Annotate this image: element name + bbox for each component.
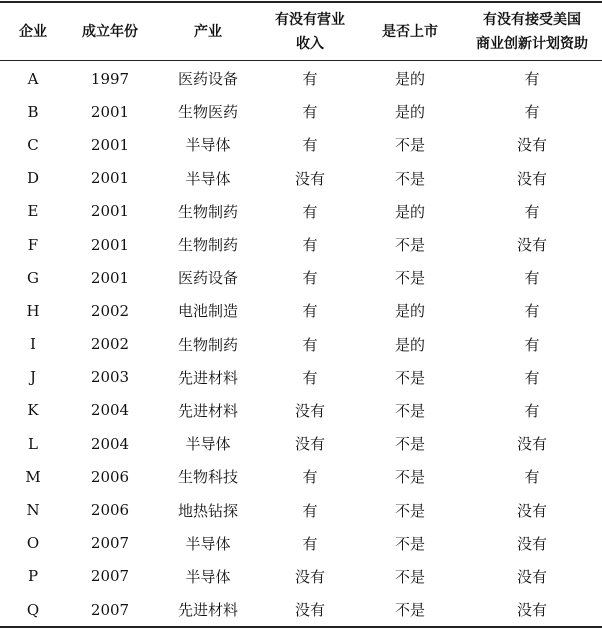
cell-funded: 有 <box>524 368 540 387</box>
cell-revenue: 没有 <box>294 601 325 620</box>
cell-listed: 不是 <box>394 401 425 420</box>
cell-revenue: 有 <box>302 136 318 155</box>
cell-funded: 有 <box>524 202 540 221</box>
table-row <box>0 228 602 261</box>
cell-company: C <box>27 135 39 154</box>
header-revenue-line-1: 有没有营业 <box>275 11 345 28</box>
cell-industry: 生物制药 <box>177 236 238 255</box>
cell-listed: 不是 <box>394 269 425 288</box>
company-table <box>0 3 602 626</box>
cell-funded: 没有 <box>516 435 547 454</box>
header-year: 成立年份 <box>82 23 138 40</box>
cell-company: I <box>30 335 36 354</box>
cell-funded: 有 <box>524 335 540 354</box>
cell-year: 2001 <box>90 169 130 188</box>
cell-listed: 不是 <box>394 169 425 188</box>
cell-revenue: 没有 <box>294 567 325 586</box>
table-row <box>0 294 602 327</box>
header-revenue <box>262 3 358 60</box>
header-funded <box>462 3 602 60</box>
cell-industry: 生物制药 <box>177 335 238 354</box>
cell-revenue: 有 <box>302 236 318 255</box>
table-row <box>0 427 602 460</box>
cell-company: Q <box>26 600 40 619</box>
cell-funded: 有 <box>524 269 540 288</box>
cell-industry: 地热钻探 <box>177 501 238 520</box>
cell-listed: 是的 <box>394 202 425 221</box>
cell-funded: 没有 <box>516 169 547 188</box>
cell-revenue: 有 <box>302 368 318 387</box>
cell-funded: 没有 <box>516 501 547 520</box>
table-header-row <box>0 3 602 60</box>
header-listed: 是否上市 <box>382 23 438 40</box>
table-row <box>0 60 602 95</box>
cell-listed: 不是 <box>394 435 425 454</box>
cell-company: L <box>28 434 38 453</box>
cell-company: B <box>27 102 39 121</box>
table-body <box>0 60 602 626</box>
cell-revenue: 有 <box>302 335 318 354</box>
cell-year: 2001 <box>90 268 130 287</box>
cell-listed: 不是 <box>394 501 425 520</box>
table-row <box>0 560 602 593</box>
header-funded-line-1: 有没有接受美国 <box>483 11 581 28</box>
cell-funded: 有 <box>524 302 540 321</box>
cell-year: 2002 <box>90 335 130 354</box>
cell-listed: 不是 <box>394 136 425 155</box>
cell-listed: 不是 <box>394 236 425 255</box>
cell-revenue: 没有 <box>294 169 325 188</box>
table-row <box>0 328 602 361</box>
cell-industry: 先进材料 <box>177 601 238 620</box>
table-row <box>0 593 602 626</box>
header-revenue-line-2: 收入 <box>296 35 324 52</box>
table-bottom-rule <box>0 626 602 628</box>
cell-listed: 不是 <box>394 534 425 553</box>
cell-company: H <box>26 301 40 320</box>
cell-funded: 有 <box>524 468 540 487</box>
cell-year: 2002 <box>90 301 130 320</box>
cell-industry: 医药设备 <box>177 269 238 288</box>
cell-year: 2006 <box>90 501 130 520</box>
cell-revenue: 有 <box>302 269 318 288</box>
cell-industry: 电池制造 <box>177 302 238 321</box>
cell-year: 2006 <box>90 467 130 486</box>
cell-year: 2004 <box>90 401 130 420</box>
cell-listed: 不是 <box>394 567 425 586</box>
cell-industry: 医药设备 <box>177 70 238 89</box>
table-row <box>0 195 602 228</box>
cell-year: 2007 <box>90 600 130 619</box>
cell-funded: 没有 <box>516 136 547 155</box>
cell-company: N <box>26 501 40 520</box>
header-funded-line-2: 商业创新计划资助 <box>476 35 588 52</box>
cell-revenue: 有 <box>302 501 318 520</box>
cell-year: 2003 <box>90 368 130 387</box>
cell-year: 2001 <box>90 102 130 121</box>
table-row <box>0 394 602 427</box>
cell-company: A <box>27 69 39 88</box>
cell-revenue: 没有 <box>294 435 325 454</box>
table-row <box>0 261 602 294</box>
cell-listed: 是的 <box>394 335 425 354</box>
table-row <box>0 162 602 195</box>
cell-year: 1997 <box>90 69 130 88</box>
cell-company: F <box>27 235 39 254</box>
cell-funded: 没有 <box>516 534 547 553</box>
cell-industry: 半导体 <box>185 169 231 188</box>
cell-industry: 半导体 <box>185 567 231 586</box>
cell-listed: 是的 <box>394 103 425 122</box>
cell-industry: 生物制药 <box>177 202 238 221</box>
cell-company: G <box>27 268 39 287</box>
cell-year: 2004 <box>90 434 130 453</box>
cell-funded: 没有 <box>516 567 547 586</box>
table-row <box>0 460 602 493</box>
cell-industry: 半导体 <box>185 136 231 155</box>
cell-revenue: 有 <box>302 468 318 487</box>
cell-company: O <box>26 534 40 553</box>
cell-company: M <box>25 467 41 486</box>
cell-industry: 生物科技 <box>177 468 238 487</box>
cell-year: 2007 <box>90 567 130 586</box>
cell-year: 2001 <box>90 235 130 254</box>
cell-funded: 没有 <box>516 236 547 255</box>
cell-revenue: 有 <box>302 70 318 89</box>
header-industry: 产业 <box>194 23 222 40</box>
table-row <box>0 527 602 560</box>
cell-revenue: 有 <box>302 103 318 122</box>
cell-funded: 有 <box>524 70 540 89</box>
cell-industry: 先进材料 <box>177 401 238 420</box>
cell-industry: 先进材料 <box>177 368 238 387</box>
table-row <box>0 361 602 394</box>
cell-year: 2001 <box>90 202 130 221</box>
cell-revenue: 有 <box>302 202 318 221</box>
cell-company: K <box>27 401 39 420</box>
cell-listed: 不是 <box>394 468 425 487</box>
header-company: 企业 <box>19 23 47 40</box>
table-row <box>0 128 602 161</box>
cell-company: E <box>27 202 39 221</box>
cell-year: 2007 <box>90 534 130 553</box>
cell-revenue: 有 <box>302 302 318 321</box>
cell-company: J <box>29 368 36 387</box>
cell-listed: 是的 <box>394 70 425 89</box>
cell-listed: 是的 <box>394 302 425 321</box>
cell-revenue: 有 <box>302 534 318 553</box>
cell-industry: 半导体 <box>185 435 231 454</box>
cell-funded: 有 <box>524 103 540 122</box>
cell-listed: 不是 <box>394 601 425 620</box>
cell-company: D <box>26 169 40 188</box>
cell-listed: 不是 <box>394 368 425 387</box>
cell-revenue: 没有 <box>294 401 325 420</box>
cell-company: P <box>27 567 39 586</box>
cell-funded: 没有 <box>516 601 547 620</box>
cell-funded: 有 <box>524 401 540 420</box>
cell-year: 2001 <box>90 135 130 154</box>
cell-industry: 半导体 <box>185 534 231 553</box>
table-row <box>0 95 602 128</box>
cell-industry: 生物医药 <box>177 103 238 122</box>
table-row <box>0 493 602 526</box>
